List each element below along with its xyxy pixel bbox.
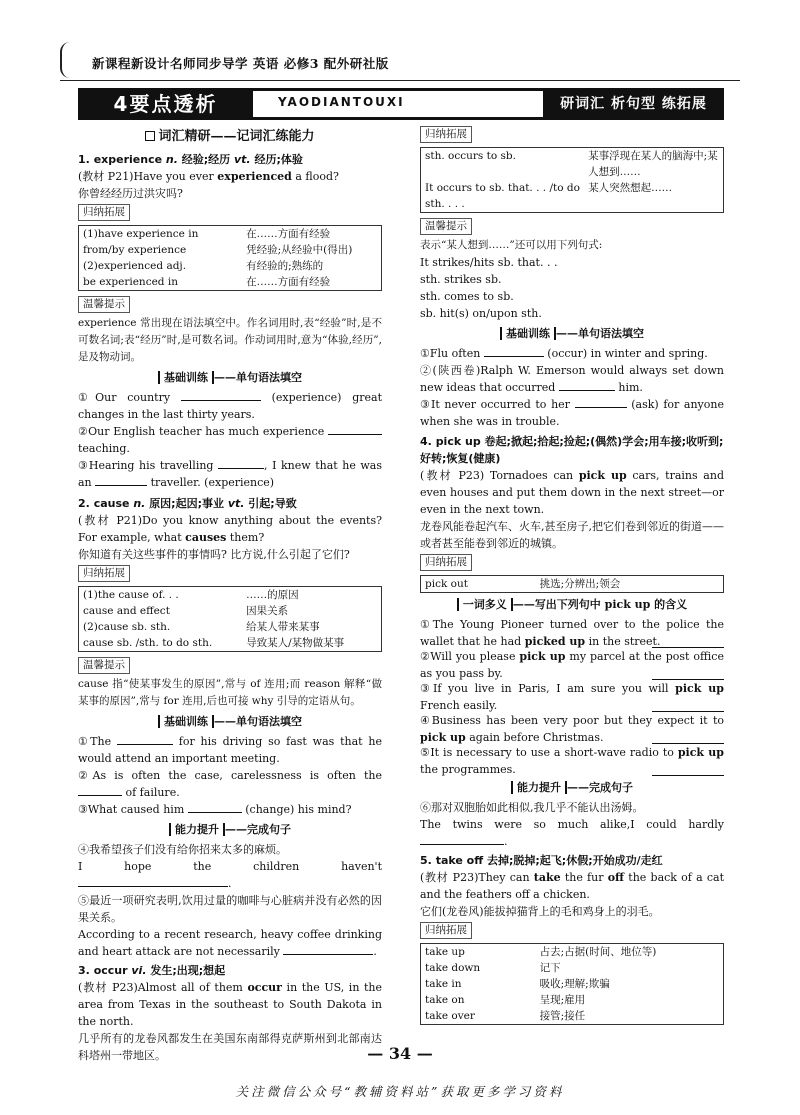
- exercise-item: ①The Young Pioneer turned over to the police the wallet that he had picked up in the street.: [420, 618, 724, 648]
- answer-blank[interactable]: [95, 474, 147, 486]
- answer-blank[interactable]: [420, 833, 504, 845]
- table-row: (1)have experience in 在……方面有经验: [83, 228, 331, 240]
- table-row: (2)experienced adj. 有经验的;熟练的: [83, 260, 324, 272]
- exercise-item: ⑤It is necessary to use a short-wave radio to pick up the programmes.: [420, 746, 725, 776]
- tag-wenxin: 温馨提示: [420, 218, 472, 235]
- answer-blank[interactable]: [575, 396, 627, 408]
- tag-guina: 归纳拓展: [420, 922, 472, 939]
- band-subtitle: 研词汇 析句型 练拓展: [543, 88, 724, 120]
- tag-guina: 归纳拓展: [420, 554, 472, 571]
- answer-blank[interactable]: [559, 379, 615, 391]
- answer-blank[interactable]: [181, 389, 261, 401]
- header-rule: [60, 80, 740, 81]
- answer-blank[interactable]: [652, 774, 724, 776]
- exercise-item: ③It never occurred to her (ask) for anyone when she was in trouble.: [420, 398, 724, 428]
- section-subtitle: ——记词汇练能力: [210, 129, 315, 144]
- answer-blank[interactable]: [188, 801, 242, 813]
- example-translation: 龙卷风能卷起汽车、火车,甚至房子,把它们卷到邻近的街道——或者甚至能卷到邻近的城镇。: [420, 520, 724, 550]
- drill-heading: 能力提升 ——完成句子: [420, 779, 724, 796]
- exercise-item: ②Our English teacher has much experience teaching.: [78, 423, 382, 457]
- entry-title-occur: 3. occur vi. 发生;出现;想起: [78, 964, 226, 977]
- left-column: [78, 124, 382, 1064]
- answer-blank[interactable]: [78, 784, 122, 796]
- example-sentence: (教材 P21)Do you know anything about the events? For example, what causes them?: [78, 514, 382, 544]
- expansion-table: [420, 943, 724, 1025]
- table-row: take on 呈现;雇用: [425, 994, 586, 1006]
- exercise-item: ②Will you please pick up my parcel at the post office as you pass by.: [420, 650, 724, 680]
- table-row: from/by experience 凭经验;从经验中(得出): [83, 244, 353, 256]
- exercise-item: ③What caused him (change) his mind?: [78, 803, 352, 816]
- exercise-item: ⑤最近一项研究表明,饮用过量的咖啡与心脏病并没有必然的因果关系。: [78, 894, 382, 924]
- tag-guina: 归纳拓展: [420, 126, 472, 143]
- tag-guina: 归纳拓展: [78, 204, 130, 221]
- entry-title-cause: 2. cause n. 原因;起因;事业 vt. 引起;导致: [78, 497, 297, 510]
- answer-blank[interactable]: [283, 943, 373, 955]
- page-number: — 34 —: [367, 1044, 433, 1063]
- header-bracket-mark: [60, 42, 70, 78]
- drill-heading: 一词多义 ——写出下列句中 pick up 的含义: [420, 596, 724, 613]
- expansion-table: [78, 586, 382, 652]
- expansion-table: [420, 575, 724, 593]
- tag-wenxin: 温馨提示: [78, 296, 130, 313]
- table-row: It occurs to sb. that. . . /to do sth. . . . 某人突然想起……: [425, 182, 673, 210]
- pattern-line: It strikes/hits sb. that. . .: [420, 256, 558, 269]
- drill-heading: 能力提升 ——完成句子: [78, 821, 382, 838]
- example-translation: 它们(龙卷风)能拔掉猫背上的毛和鸡身上的羽毛。: [420, 905, 660, 918]
- expansion-table: [78, 225, 382, 291]
- example-sentence: (教材 P23)Almost all of them occur in the US, in the area from Texas in the southeast to South Dakota in the north.: [78, 981, 382, 1028]
- band-pinyin: YAODIANTOUXI: [278, 95, 405, 109]
- expansion-table: [420, 147, 724, 213]
- pattern-line: sth. strikes sb.: [420, 273, 502, 286]
- exercise-item: ①Our country (experience) great changes in the last thirty years.: [78, 391, 383, 421]
- example-sentence: (教材 P23)They can take the fur off the back of a cat and the feathers off a chicken.: [420, 871, 725, 901]
- table-row: be experienced in 在……方面有经验: [83, 276, 331, 288]
- example-translation: 你知道有关这些事件的事情吗? 比方说,什么引起了它们?: [78, 548, 350, 561]
- right-column: [420, 124, 724, 1028]
- example-sentence: (教材 P23) Tornadoes can pick up cars, trains and even houses and put them down in the next street—or even in the next town.: [420, 469, 724, 516]
- band-title: 4要点透析: [78, 88, 253, 120]
- answer-blank[interactable]: [117, 733, 173, 745]
- drill-heading: 基础训练 ——单句语法填空: [78, 713, 382, 730]
- table-row: take down 记下: [425, 962, 561, 974]
- answer-blank[interactable]: [78, 875, 228, 887]
- running-header: 新课程新设计名师同步导学 英语 必修3 配外研社版: [92, 56, 389, 71]
- table-row: take over 接管;接任: [425, 1010, 586, 1022]
- entry-title-pick-up: 4. pick up 卷起;掀起;拾起;捡起;(偶然)学会;用车接;收听到;好转;恢复(健康): [420, 435, 724, 465]
- exercise-item: I hope the children haven't .: [78, 860, 382, 890]
- section-band: [78, 88, 724, 120]
- tip-text: 表示“某人想到……”还可以用下列句式:: [420, 239, 603, 251]
- exercise-item: ④Business has been very poor but they expect it to pick up again before Christmas.: [420, 714, 724, 744]
- answer-blank[interactable]: [484, 345, 544, 357]
- tip-text: cause 指“使某事发生的原因”,常与 of 连用;而 reason 解释“做某事的原因”,常与 for 连用,后也可接 why 引导的定语从句。: [78, 678, 382, 707]
- table-row: cause and effect 因果关系: [83, 605, 289, 617]
- tip-text: experience 常出现在语法填空中。作名词用时,表“经验”时,是不可数名词;表“经历”时,是可数名词。作动词用时,意为“体验,经历”,是及物动词。: [78, 317, 382, 363]
- exercise-item: ④我希望孩子们没有给你招来太多的麻烦。: [78, 843, 287, 856]
- exercise-item: ①The for his driving so fast was that he would attend an important meeting.: [78, 735, 382, 765]
- footer-note: 关注微信公众号“教辅资料站”获取更多学习资料: [235, 1084, 565, 1099]
- table-row: take in 吸收;理解;欺骗: [425, 978, 610, 990]
- answer-blank[interactable]: [218, 457, 264, 469]
- exercise-item: ②As is often the case, carelessness is often the of failure.: [78, 769, 382, 799]
- section-heading: [78, 128, 382, 145]
- example-translation: 几乎所有的龙卷风都发生在美国东南部得克萨斯州到北部南达科塔州一带地区。: [78, 1032, 382, 1062]
- section-title: 词汇精研: [158, 129, 211, 144]
- square-icon: [145, 131, 155, 141]
- pattern-line: sb. hit(s) on/upon sth.: [420, 307, 542, 320]
- example-translation: 你曾经经历过洪灾吗?: [78, 187, 183, 200]
- exercise-item: ②(陕西卷)Ralph W. Emerson would always set down new ideas that occurred him.: [420, 364, 724, 394]
- table-row: pick out 挑选;分辨出;领会: [425, 578, 621, 590]
- tag-wenxin: 温馨提示: [78, 657, 130, 674]
- exercise-item: ①Flu often (occur) in winter and spring.: [420, 347, 708, 360]
- exercise-item: According to a recent research, heavy coffee drinking and heart attack are not necessarily .: [78, 928, 382, 958]
- exercise-item: ③Hearing his travelling , I knew that he was an traveller. (experience): [78, 459, 382, 489]
- pattern-line: sth. comes to sb.: [420, 290, 514, 303]
- exercise-item: The twins were so much alike,I could hardly .: [420, 818, 724, 848]
- table-row: take up 占去;占据(时间、地位等): [425, 946, 657, 958]
- exercise-item: ⑥那对双胞胎如此相似,我几乎不能认出汤姆。: [420, 801, 644, 814]
- entry-title-experience: 1. experience n. 经验;经历 vt. 经历;体验: [78, 153, 303, 166]
- drill-heading: 基础训练 ——单句语法填空: [420, 325, 724, 342]
- answer-blank[interactable]: [328, 423, 382, 435]
- table-row: (1)the cause of. . . ……的原因: [83, 589, 299, 601]
- tag-guina: 归纳拓展: [78, 565, 130, 582]
- table-row: cause sb. /sth. to do sth. 导致某人/某物做某事: [83, 637, 345, 649]
- example-sentence: (教材 P21)Have you ever experienced a flood?: [78, 170, 339, 183]
- table-row: sth. occurs to sb. 某事浮现在某人的脑海中;某人想到……: [425, 150, 718, 178]
- drill-heading: 基础训练 ——单句语法填空: [78, 369, 382, 386]
- table-row: (2)cause sb. sth. 给某人带来某事: [83, 621, 320, 633]
- exercise-item: ③If you live in Paris, I am sure you will pick up French easily.: [420, 682, 724, 712]
- entry-title-take-off: 5. take off 去掉;脱掉;起飞;休假;开始成功/走红: [420, 854, 663, 867]
